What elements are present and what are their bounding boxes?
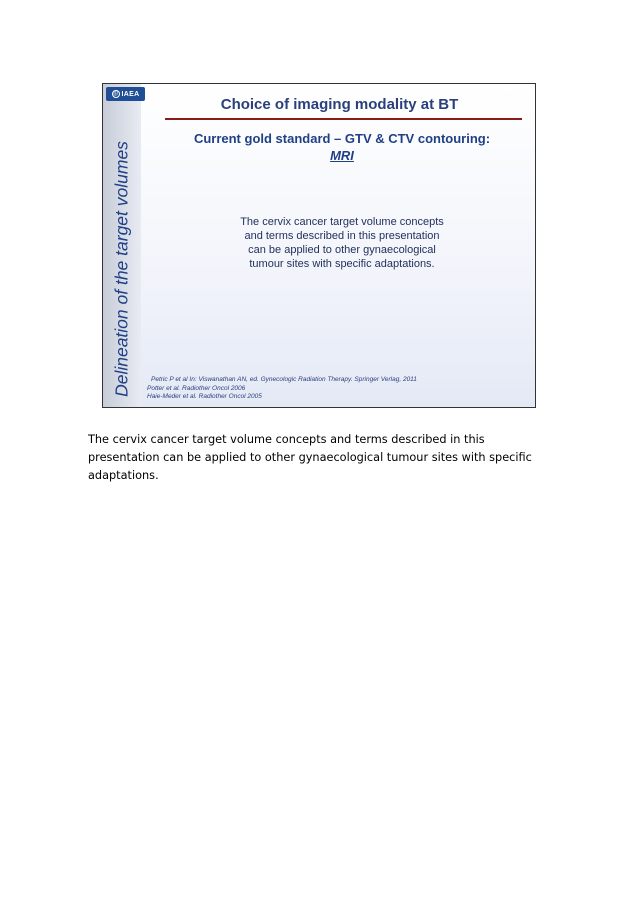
reference-line: Haie-Meder et al. Radiother Oncol 2005 <box>147 393 262 400</box>
iaea-logo <box>106 87 145 101</box>
reference-line: Potter et al. Radiother Oncol 2006 <box>147 384 246 392</box>
body-line: tumour sites with specific adaptations. <box>249 258 435 270</box>
body-line: and terms described in this presentation <box>244 230 440 242</box>
slide-side-title: Delineation of the target volumes <box>111 141 132 397</box>
slide-subtitle: Current gold standard – GTV & CTV contouring: <box>193 131 491 146</box>
slide-references <box>147 376 535 402</box>
slide-caption: The cervix cancer target volume concepts and terms described in this presentation can be applied to other gynaecological tumour sites with specific adaptations. <box>88 433 532 482</box>
slide-subtitle-mri: MRI <box>330 148 354 163</box>
slide-image <box>102 83 536 408</box>
iaea-emblem-icon: Ⓢ <box>112 91 119 97</box>
iaea-logo-text: IAEA <box>121 90 140 98</box>
slide-body-text <box>147 215 536 271</box>
title-divider <box>165 118 522 120</box>
slide-side-bar <box>103 84 141 407</box>
body-line: can be applied to other gynaecological <box>248 244 436 256</box>
reference-line: Petric P et al In: Viswanathan AN, ed. Gynecologic Radiation Therapy. Springer Verlag, 2011 <box>151 376 417 383</box>
body-line: The cervix cancer target volume concepts <box>240 216 444 228</box>
slide-title: Choice of imaging modality at BT <box>220 96 459 113</box>
